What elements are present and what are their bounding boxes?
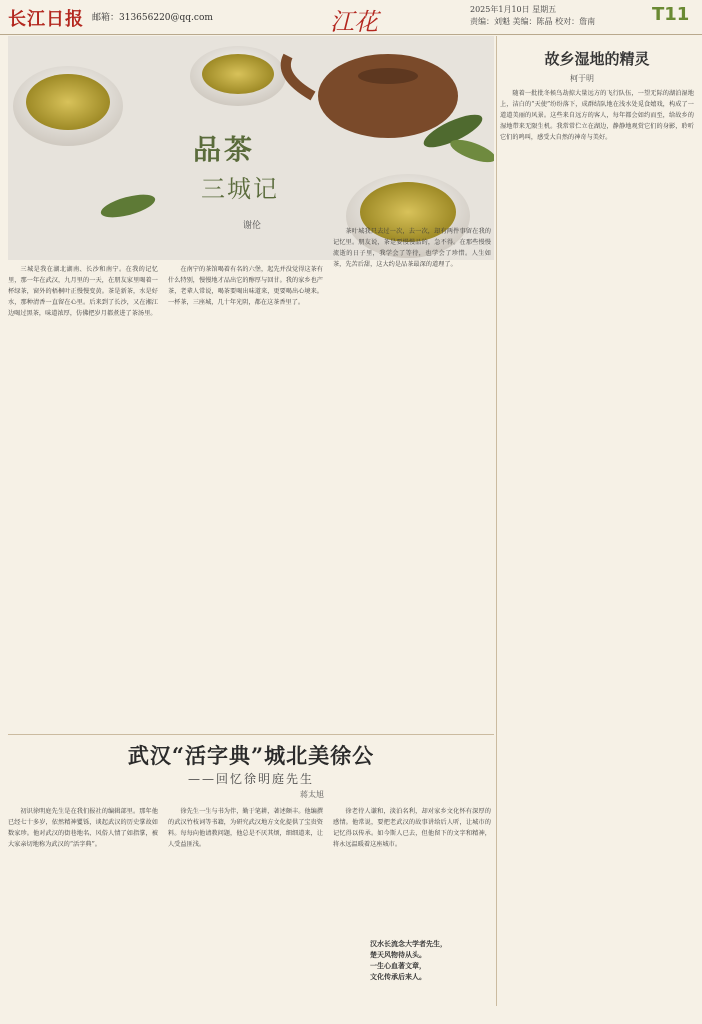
page-number: T11	[652, 4, 690, 25]
tea-feature-subtitle: 三城记	[201, 175, 279, 203]
feature-paragraph: 徐先生一生与书为伴，勤于笔耕，著述颇丰。他编撰的武汉竹枝词等书籍，为研究武汉地方文化提供了宝贵资料。每每向他请教问题，他总是不厌其烦，细细道来，让人受益匪浅。	[168, 808, 323, 848]
poem-line: 一生心血著文章，	[370, 961, 426, 970]
feature-column-1	[8, 806, 158, 1016]
tea-article-column-3	[333, 226, 491, 734]
feature-paragraph: 初识徐明庭先生是在我们报社的编辑部里。那年他已经七十多岁，依然精神矍铄，谈起武汉的历史掌故如数家珍。他对武汉的街巷地名、风俗人情了如指掌，被大家亲切地称为武汉的“活字典”。	[8, 808, 158, 848]
feature-subtitle: ——回忆徐明庭先生	[187, 772, 314, 786]
feature-column-2	[168, 806, 323, 1016]
feature-paragraph: 徐老待人谦和，淡泊名利，却对家乡文化怀有深厚的感情。他常说，要把老武汉的故事讲给后人听，让城市的记忆得以传承。如今斯人已去，但他留下的文字和精神，将永远温暖着这座城市。	[333, 808, 491, 848]
feature-title: 武汉“活字典”城北美徐公	[127, 743, 375, 768]
tea-feature-title: 品茶	[193, 133, 256, 166]
essay-author: 柯于明	[570, 74, 594, 83]
teacup-left	[13, 66, 123, 146]
tea-feature-author: 谢伦	[243, 221, 262, 231]
tea-article-column-1	[8, 264, 158, 734]
column-divider	[496, 36, 497, 1006]
tea-paragraph: 茶叶城我只去过一次，去一次，却有两件事留在我的记忆里。朋友说，茶是要慢慢品的，急不得。在那些慢慢流逝的日子里，我学会了等待，也学会了珍惜。人生如茶，先苦后甜，这大约是品茶最深的道理了。	[333, 228, 491, 268]
tea-article-column-2	[168, 264, 323, 734]
essay-body	[500, 88, 694, 1003]
tea-paragraph: 三城是我在湖北湖南、长沙和南宁。在我的记忆里，那一年在武汉，九月里的一天，在朋友家里喝着一杯绿茶，窗外的梧桐叶正慢慢变黄。茶是新茶，水是好水，那种清香一直留在心里。后来到了长沙，又在湘江边喝过黑茶，味道浓厚，仿佛把岁月都煮进了茶汤里。	[8, 266, 158, 317]
masthead	[0, 0, 702, 35]
closing-poem	[370, 938, 490, 982]
poem-line: 楚天风物待从头。	[370, 950, 426, 959]
section-title: 江花	[330, 8, 378, 36]
contact-email: 邮箱：313656220@qq.com	[92, 13, 213, 23]
editor-credits: 责编：刘魁 美编：陈晶 校对：詹南	[470, 17, 596, 26]
issue-date: 2025年1月10日 星期五	[470, 5, 557, 14]
essay-title: 故乡湿地的精灵	[544, 50, 650, 68]
feature-column-3	[333, 806, 491, 934]
section-rule	[8, 734, 494, 735]
poem-line: 汉水长流念大学者先生，	[370, 939, 447, 948]
feature-author: 蒋太旭	[300, 790, 324, 799]
teacup-center	[190, 46, 286, 106]
essay-paragraph: 随着一批批冬候鸟劫掠大量远方的飞行队伍，一望无际的湖泊湿地上，洁白的“天使”纷纷落下，成群结队地在浅水处觅食嬉戏，构成了一道道美丽的风景。这些来自远方的客人，每年都会如约而至，给故乡的湿地带来无限生机。我常常伫立在湖边，静静地观赏它们的身影，聆听它们的鸣叫，感受大自然的神奇与美好。	[500, 90, 694, 141]
poem-line: 文化传承后来人。	[370, 972, 426, 981]
tea-paragraph: 在南宁的茶馆喝着有名的六堡，起先并没觉得这茶有什么特别，慢慢地才品出它的醇厚与回甘。我的家乡也产茶，老辈人常说，喝茶要喝出味道来，更要喝出心境来。一杯茶，三座城，几十年光阴，都在这茶香里了。	[168, 266, 323, 306]
newspaper-logo: 长江日报	[8, 9, 84, 30]
